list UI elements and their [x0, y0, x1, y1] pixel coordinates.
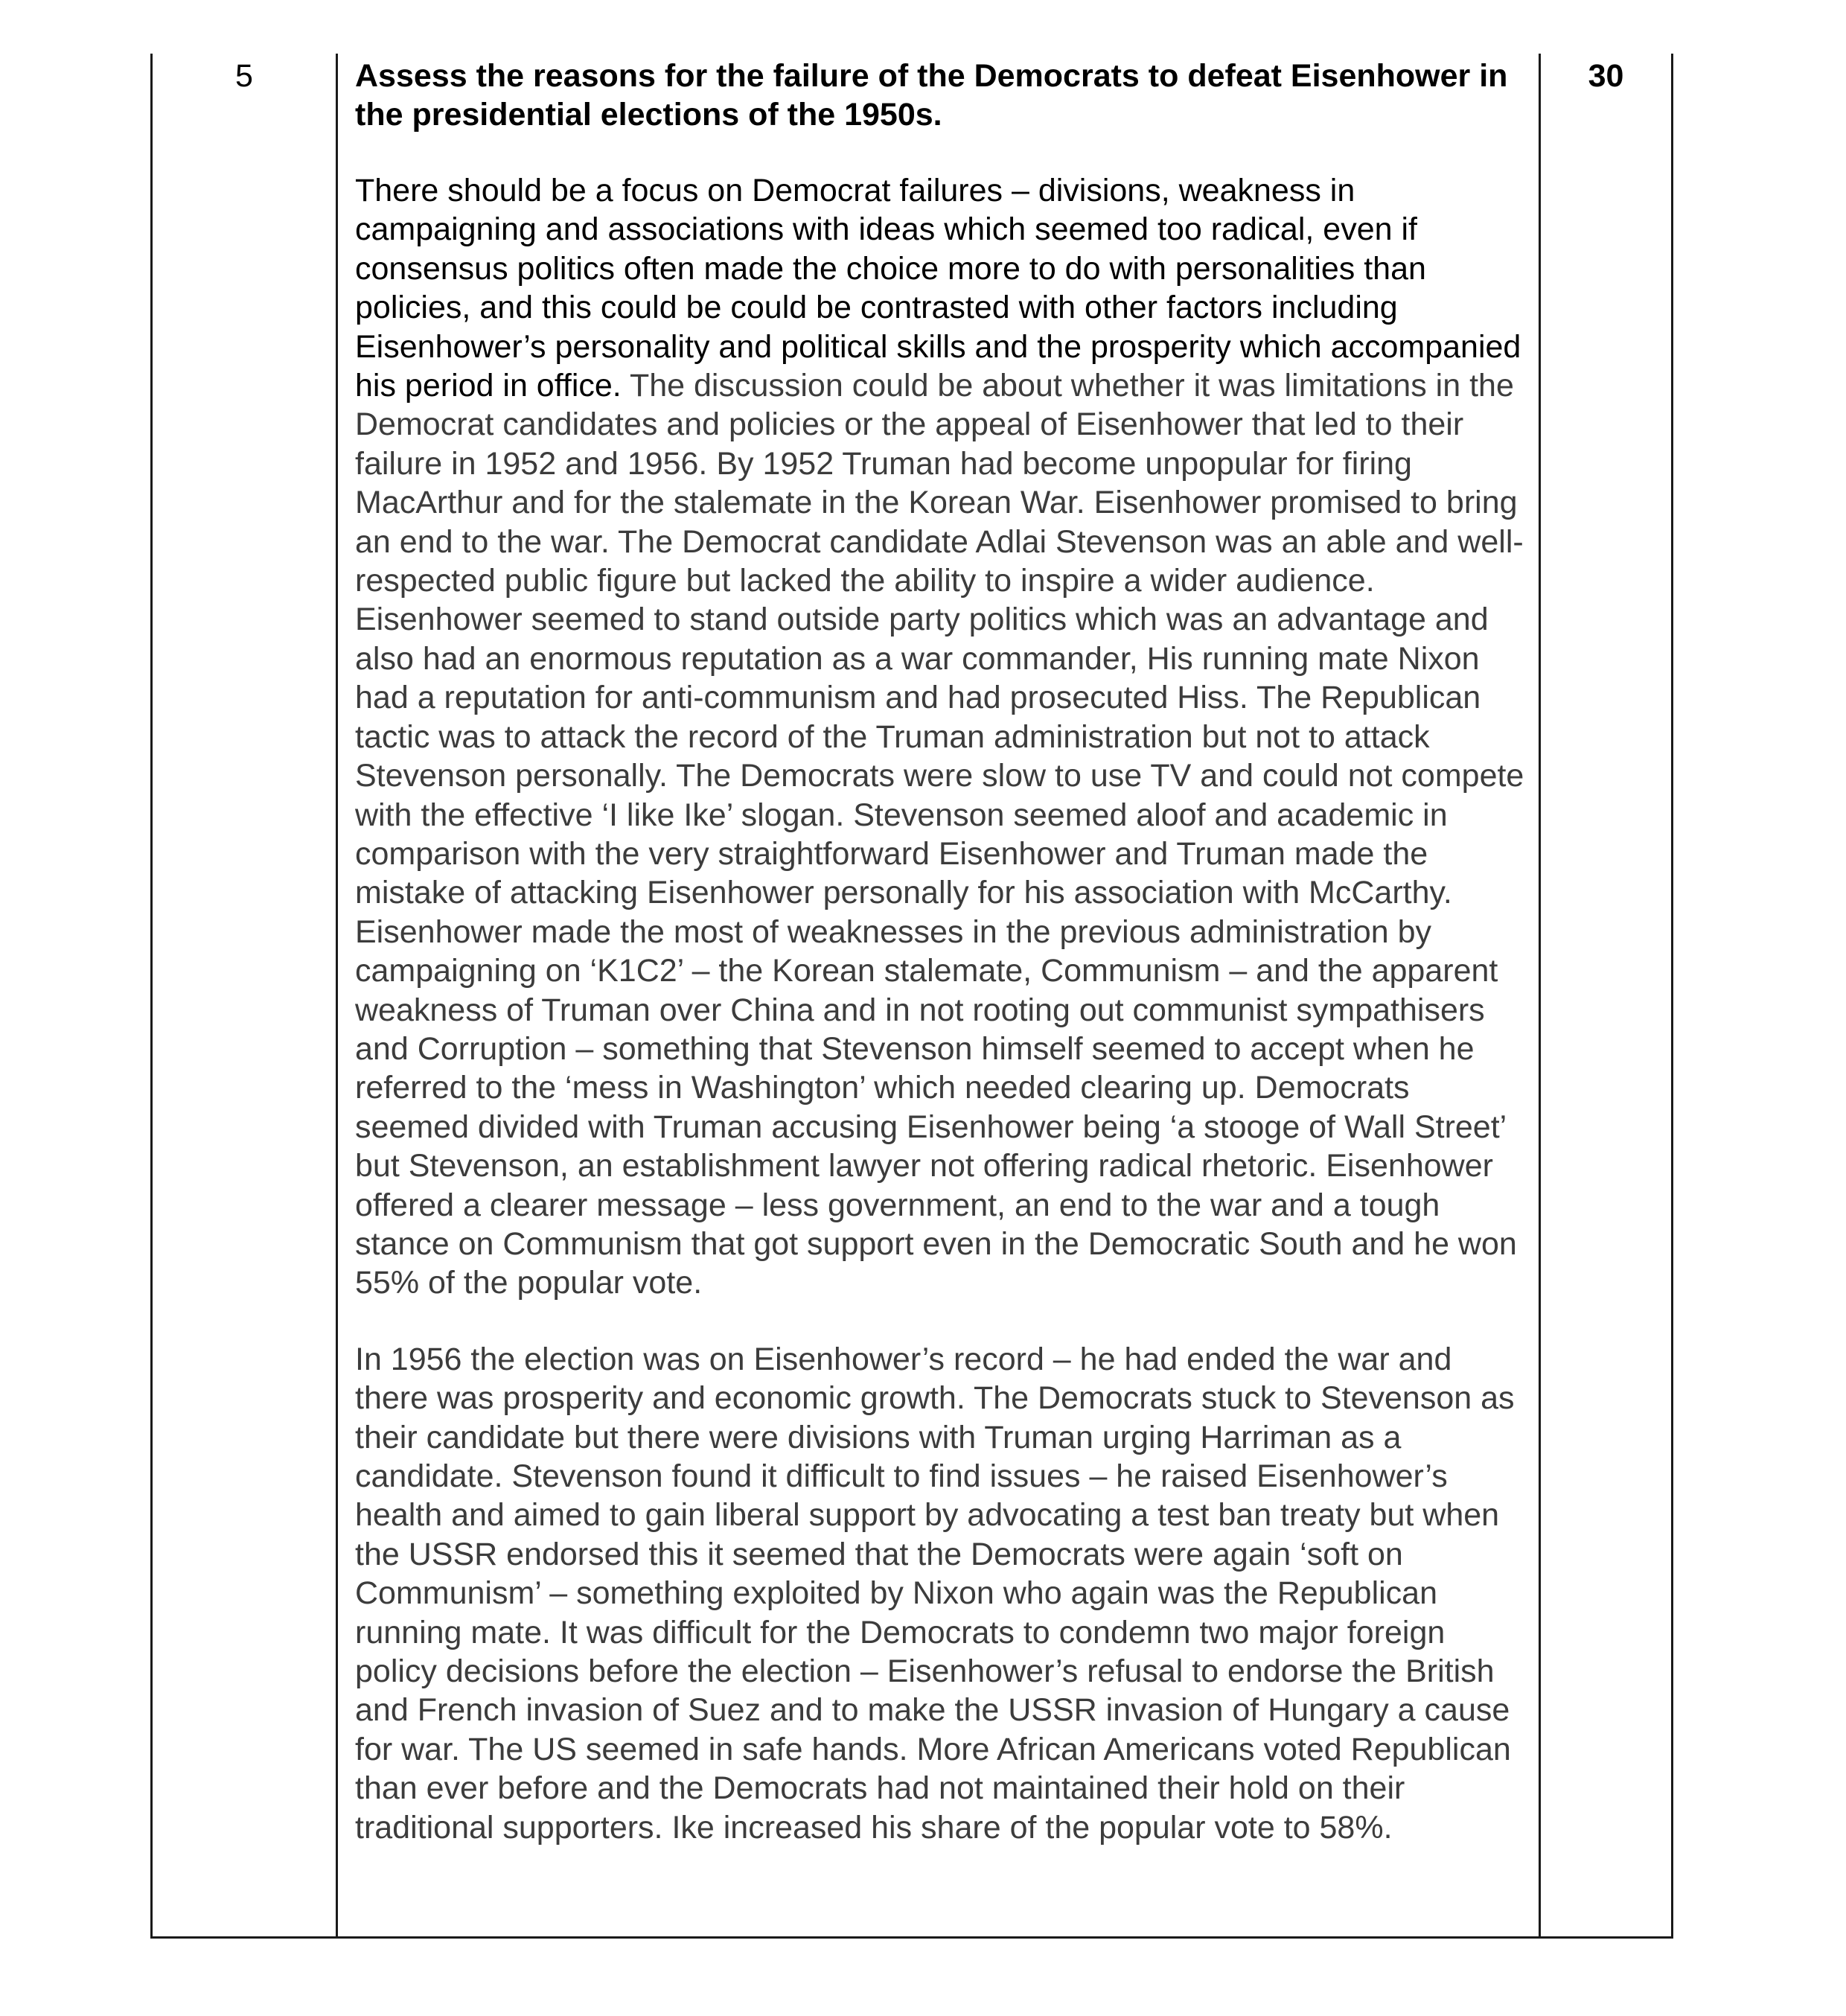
guidance-detail-text: The discussion could be about whether it was limitations in the Democrat candidates and policies or the appeal of Eisenhower that led to their failure in 1952 and 1956. By 1952 Truman had become unpopular for firing MacArthur and for the stalemate in the Korean War. Eisenhower promised to bring an end to the war. The Democrat candidate Adlai Stevenson was an able and well-respected public figure but lacked the ability to inspire a wider audience. Eisenhower seemed to stand outside party politics which was an advantage and also had an enormous reputation as a war commander, His running mate Nixon had a reputation for anti-communism and had prosecuted Hiss. The Republican tactic was to attack the record of the Truman administration but not to attack Stevenson personally. The Democrats were slow to use TV and could not compete with the effective ‘I like Ike’ slogan. Stevenson seemed aloof and academic in comparison with the very straightforward Eisenhower and Truman made the mistake of attacking Eisenhower personally for his association with McCarthy. Eisenhower made the most of weaknesses in the previous administration by campaigning on ‘K1C2’ – the Korean stalemate, Communism – and the apparent weakness of Truman over China and in not rooting out communist sympathisers and Corruption – something that Stevenson himself seemed to accept when he referred to the ‘mess in Washington’ which needed clearing up. Democrats seemed divided with Truman accusing Eisenhower being ‘a stooge of Wall Street’ but Stevenson, an establishment lawyer not offering radical rhetoric. Eisenhower offered a clearer message – less government, an end to the war and a tough stance on Communism that got support even in the Democratic South and he won 55% of the popular vote.	[355, 368, 1524, 1301]
question-number: 5	[235, 58, 253, 94]
guidance-lead-text: There should be a focus on Democrat failures – divisions, weakness in campaigning and associations with ideas which seemed too radical, even if consensus politics often made the choice more to do with personalities than policies, and this could be could be contrasted with other factors including Eisenhower’s personality and political skills and the prosperity which accompanied his period in office.	[355, 173, 1521, 404]
column-divider	[336, 54, 338, 1936]
question-title: Assess the reasons for the failure of the Democrats to defeat Eisenhower in the presidential elections of the 1950s.	[355, 58, 1508, 133]
mark-scheme-table	[150, 54, 1673, 1939]
question-marks: 30	[1588, 58, 1624, 94]
guidance-paragraph-1956: In 1956 the election was on Eisenhower’s record – he had ended the war and there was prosperity and economic growth. The Democrats stuck to Stevenson as their candidate but there were divisions with Truman urging Harriman as a candidate. Stevenson found it difficult to find issues – he raised Eisenhower’s health and aimed to gain liberal support by advocating a test ban treaty but when the USSR endorsed this it seemed that the Democrats were again ‘soft on Communism’ – something exploited by Nixon who again was the Republican running mate. It was difficult for the Democrats to condemn two major foreign policy decisions before the election – Eisenhower’s refusal to endorse the British and French invasion of Suez and to make the USSR invasion of Hungary a cause for war. The US seemed in safe hands. More African Americans voted Republican than ever before and the Democrats had not maintained their hold on their traditional supporters. Ike increased his share of the popular vote to 58%.	[355, 1341, 1515, 1846]
guidance-paragraph	[355, 171, 1525, 1303]
column-divider	[1539, 54, 1541, 1936]
question-content	[355, 57, 1525, 1847]
